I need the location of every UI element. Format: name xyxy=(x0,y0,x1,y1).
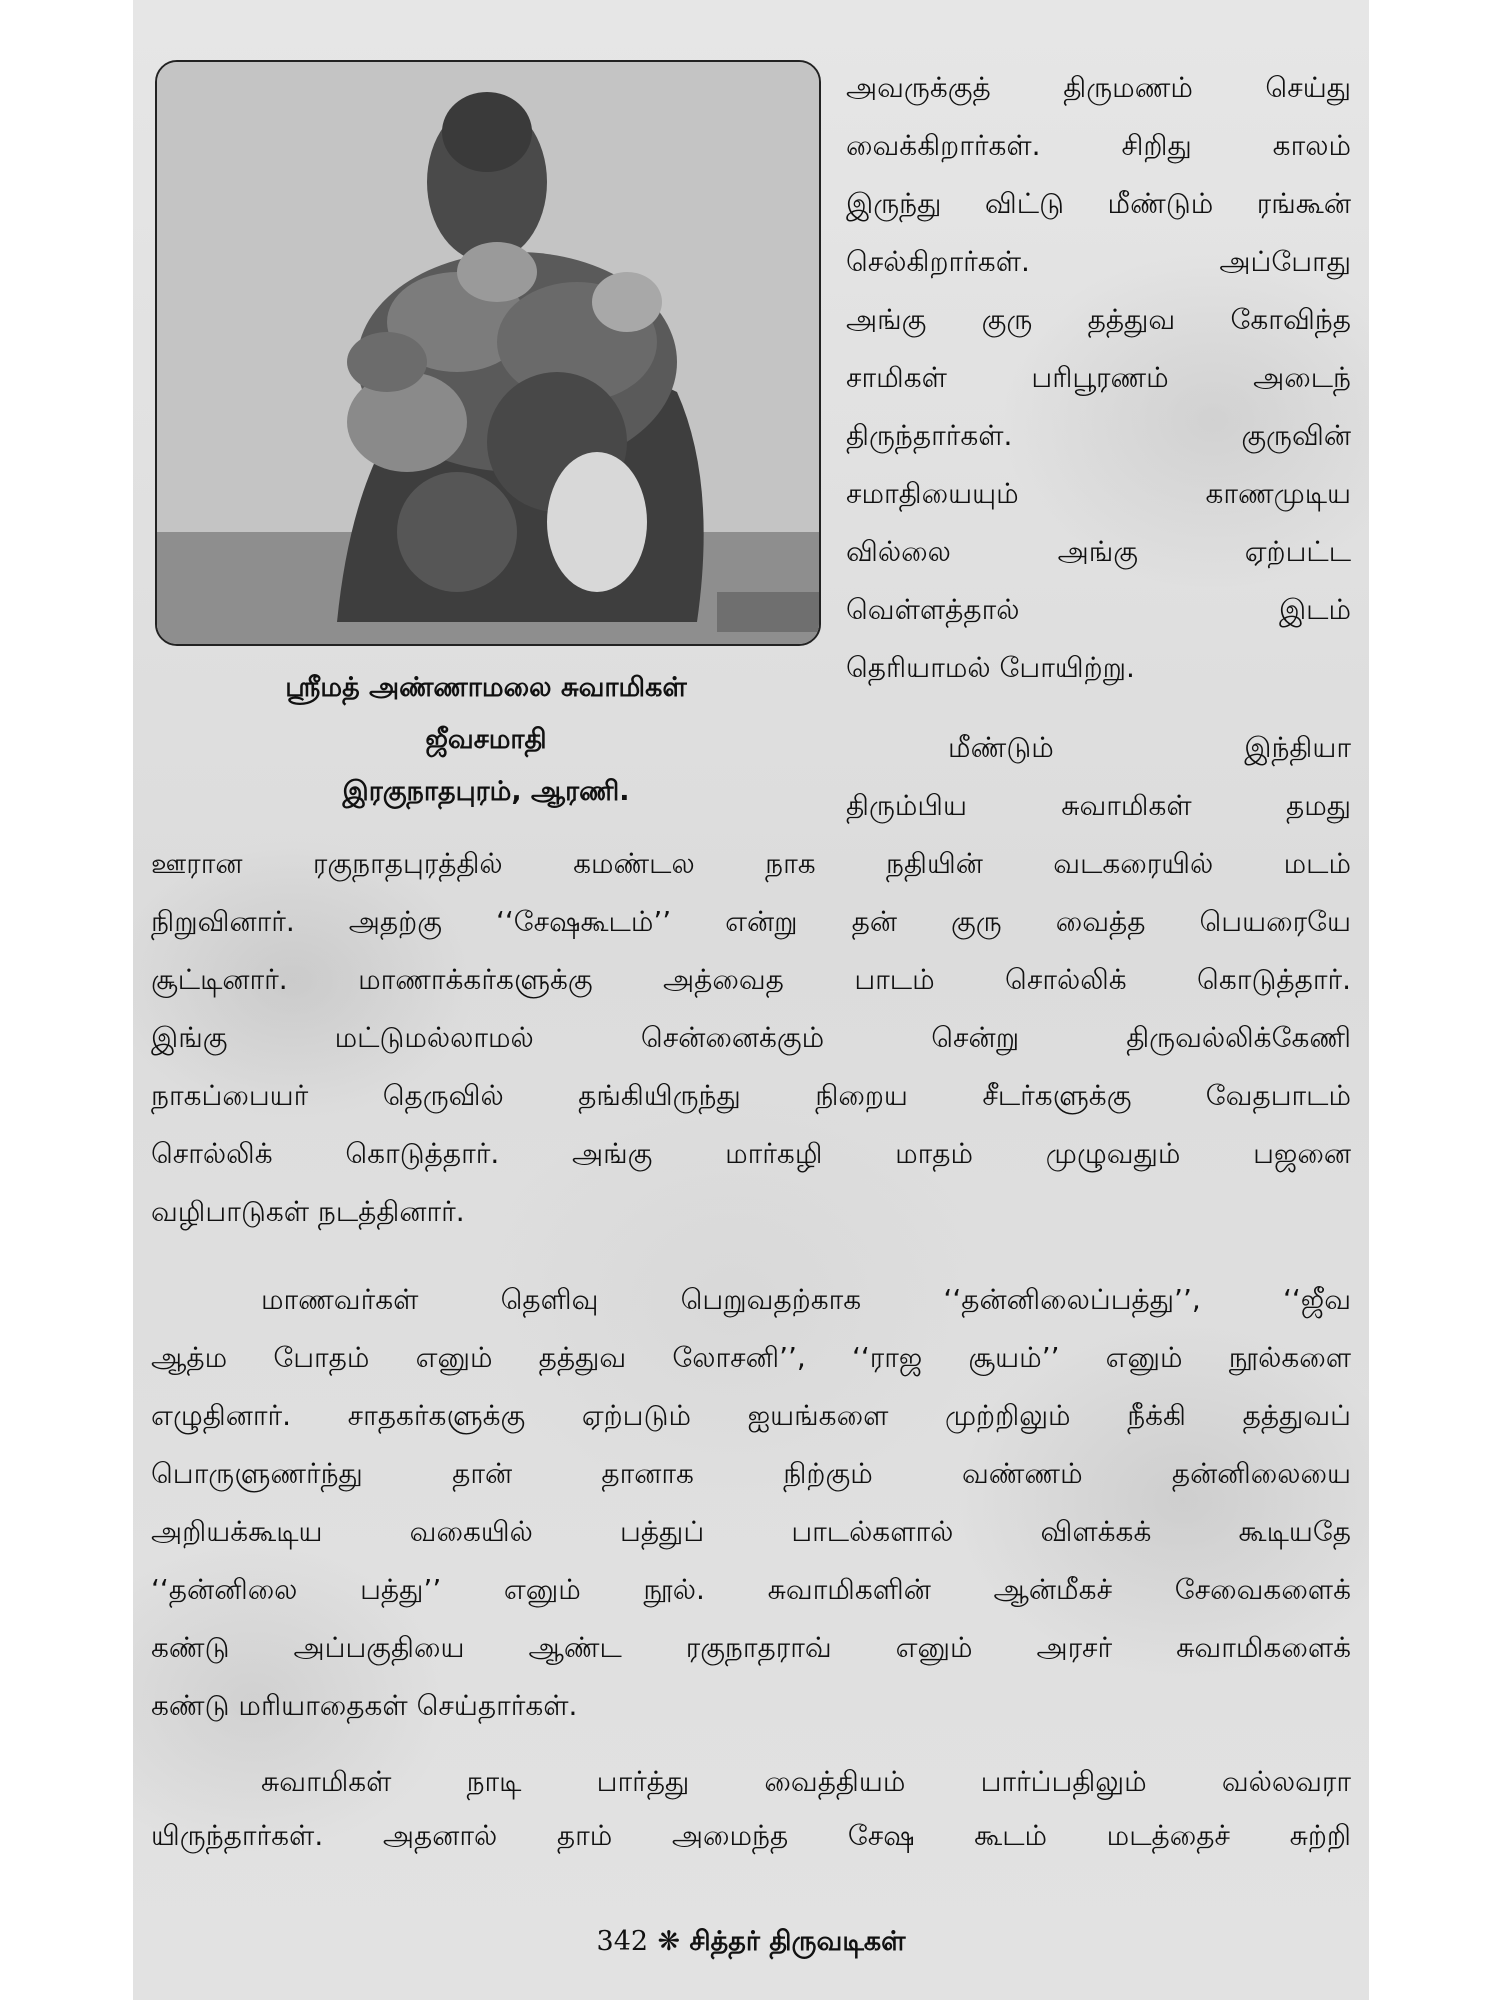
photo-caption-line-3: இரகுநாதபுரம், ஆரணி. xyxy=(342,776,630,807)
body-line: ஊரான ரகுநாதபுரத்தில் கமண்டல நாக நதியின் வடகரையில் மடம் xyxy=(151,847,1351,880)
right-column-line: சாமிகள் பரிபூரணம் அடைந் xyxy=(846,361,1351,394)
body-line: சூட்டினார். மாணாக்கர்களுக்கு அத்வைத பாடம் சொல்லிக் கொடுத்தார். xyxy=(151,963,1351,996)
body-line: ‘‘தன்னிலை பத்து’’ எனும் நூல். சுவாமிகளின் ஆன்மீகச் சேவைகளைக் xyxy=(151,1573,1351,1606)
body-line: கண்டு அப்பகுதியை ஆண்ட ரகுநாதராவ் எனும் அரசர் சுவாமிகளைக் xyxy=(151,1631,1351,1664)
body-line: மாணவர்கள் தெளிவு பெறுவதற்காக ‘‘தன்னிலைப்பத்து’’, ‘‘ஜீவ xyxy=(261,1283,1351,1316)
samadhi-photo-image xyxy=(157,62,819,644)
right-column-line: வில்லை அங்கு ஏற்பட்ட xyxy=(846,535,1351,568)
right-column-line: மீண்டும் இந்தியா xyxy=(948,731,1351,764)
body-line: சொல்லிக் கொடுத்தார். அங்கு மார்கழி மாதம் முழுவதும் பஜனை xyxy=(151,1137,1351,1170)
book-page xyxy=(133,0,1369,2000)
right-column-line: திருந்தார்கள். குருவின் xyxy=(846,419,1351,452)
photo-caption-line-2: ஜீவசமாதி xyxy=(425,724,547,755)
book-title: சித்தர் திருவடிகள் xyxy=(689,1926,906,1957)
right-column-line: அங்கு குரு தத்துவ கோவிந்த xyxy=(846,303,1351,336)
body-line: யிருந்தார்கள். அதனால் தாம் அமைந்த சேஷ கூடம் மடத்தைச் சுற்றி xyxy=(151,1819,1351,1852)
body-line: அறியக்கூடிய வகையில் பத்துப் பாடல்களால் விளக்கக் கூடியதே xyxy=(151,1515,1351,1548)
body-line: சுவாமிகள் நாடி பார்த்து வைத்தியம் பார்ப்பதிலும் வல்லவரா xyxy=(261,1765,1351,1798)
samadhi-photo xyxy=(155,60,821,646)
page-number: 342 xyxy=(596,1926,649,1957)
body-line: பொருளுணர்ந்து தான் தானாக நிற்கும் வண்ணம் தன்னிலையை xyxy=(151,1457,1351,1490)
right-column-line: சமாதியையும் காணமுடிய xyxy=(846,477,1351,510)
right-column-line: திரும்பிய சுவாமிகள் தமது xyxy=(846,789,1351,822)
right-column-line: அவருக்குத் திருமணம் செய்து xyxy=(846,71,1351,104)
body-line: ஆத்ம போதம் எனும் தத்துவ லோசனி’’, ‘‘ராஜ சூயம்’’ எனும் நூல்களை xyxy=(151,1341,1351,1374)
right-column-line: தெரியாமல் போயிற்று. xyxy=(846,651,1135,684)
right-column-line: இருந்து விட்டு மீண்டும் ரங்கூன் xyxy=(846,187,1351,220)
footer-separator: ❋ xyxy=(657,1926,681,1957)
body-line: நிறுவினார். அதற்கு ‘‘சேஷகூடம்’’ என்று தன் குரு வைத்த பெயரையே xyxy=(151,905,1351,938)
right-column-line: வெள்ளத்தால் இடம் xyxy=(846,593,1351,626)
body-line: நாகப்பையர் தெருவில் தங்கியிருந்து நிறைய சீடர்களுக்கு வேதபாடம் xyxy=(151,1079,1351,1112)
body-line: வழிபாடுகள் நடத்தினார். xyxy=(151,1195,465,1228)
photo-caption-line-1: ஸ்ரீமத் அண்ணாமலை சுவாமிகள் xyxy=(285,672,687,703)
page-footer xyxy=(133,1926,1369,1961)
body-line: எழுதினார். சாதகர்களுக்கு ஏற்படும் ஐயங்களை முற்றிலும் நீக்கி தத்துவப் xyxy=(151,1399,1351,1432)
body-line: இங்கு மட்டுமல்லாமல் சென்னைக்கும் சென்று திருவல்லிக்கேணி xyxy=(151,1021,1351,1054)
right-column-line: செல்கிறார்கள். அப்போது xyxy=(846,245,1351,278)
body-line: கண்டு மரியாதைகள் செய்தார்கள். xyxy=(151,1689,578,1722)
right-column-line: வைக்கிறார்கள். சிறிது காலம் xyxy=(846,129,1351,162)
